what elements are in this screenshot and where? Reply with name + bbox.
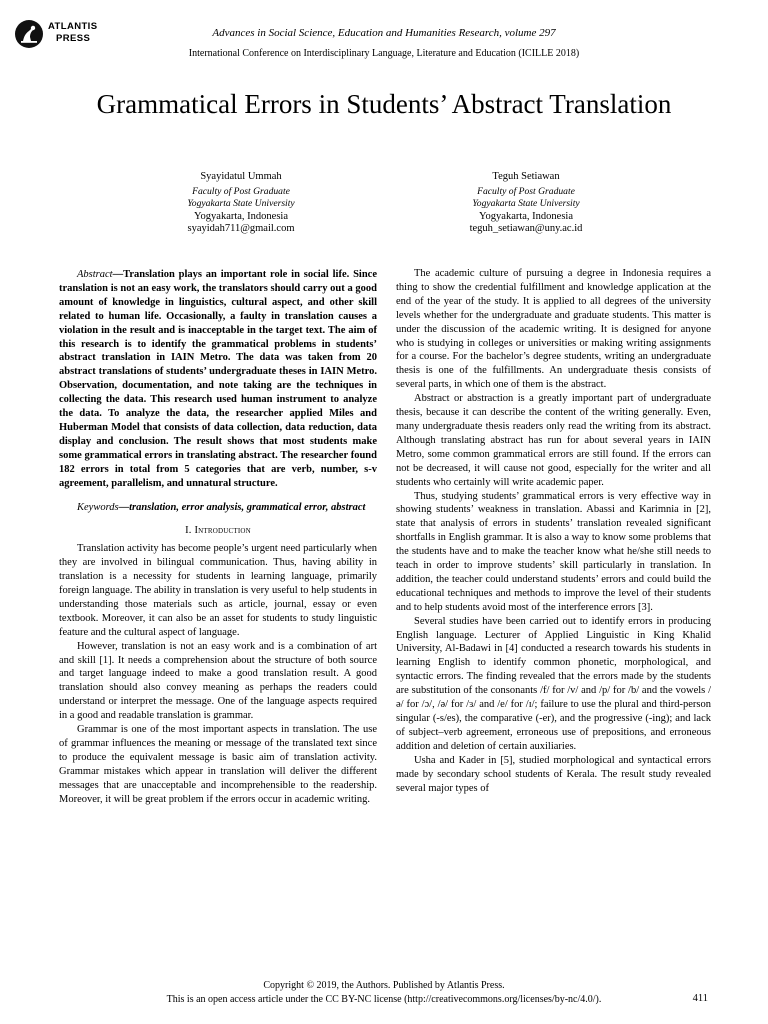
journal-line: Advances in Social Science, Education and Humanities Research, volume 297 (212, 27, 556, 39)
publisher-line-1: ATLANTIS (48, 21, 98, 32)
abstract-text: —Translation plays an important role in social life. Since translation is not an easy work, the translators should carry out a good amount of knowledge in linguistics, cultural aspect, and other skill related to human life. Occasionally, a faulty in translation causes a violation in the result and is inacceptable in the target text. The aim of this research is to identify the grammatical problems in students’ abstract translation in IAIN Metro. The data was taken from 20 abstract translations of students’ undergraduate theses in IAIN Metro. Observation, documentation, and note taking are the techniques in collecting the data. This research used human instrument to analyze the data. To analyze the data, the researcher applied Miles and Huberman Model that consists of data collection, data reduction, data display and conclusion. The result shows that most students make some grammatical errors in translating abstract. The researcher found 182 errors in total from 5 categories that are verb, number, s-v agreement, parallelism, and unnatural structure. (59, 269, 377, 489)
keywords-text: —translation, error analysis, grammatical error, abstract (118, 501, 366, 513)
paper-title: Grammatical Errors in Students’ Abstract Translation (96, 89, 672, 119)
left-column (59, 268, 377, 807)
abstract (59, 268, 377, 491)
author-city: Yogyakarta, Indonesia (479, 210, 573, 222)
page-number: 411 (692, 993, 708, 1004)
license-notice: This is an open access article under the CC BY-NC license (http://creativecommons.org/licenses/by-nc/4.0/). (166, 994, 602, 1005)
author-faculty: Faculty of Post Graduate (477, 185, 575, 197)
author-email: teguh_setiawan@uny.ac.id (469, 223, 583, 235)
body-paragraph: Grammar is one of the most important aspects in translation. The use of grammar influences the meaning or message of the translated text since to produce the equivalent message is basic aim of translation activity. Grammar mistakes which appear in translation will deliver the different messages that are unacceptable and incomprehensible to the readership. Moreover, it will be great problem if the errors occur in academic writing. (59, 724, 377, 805)
author-name: Teguh Setiawan (492, 171, 560, 182)
author-university: Yogyakarta State University (187, 198, 295, 210)
author-city: Yogyakarta, Indonesia (194, 210, 288, 222)
section-heading (59, 524, 377, 538)
abstract-lead: Abstract (77, 269, 113, 280)
conference-line: International Conference on Interdisciplinary Language, Literature and Education (ICILLE 2018) (188, 48, 580, 59)
publisher-line-2: PRESS (56, 33, 91, 44)
copyright-notice: Copyright © 2019, the Authors. Published by Atlantis Press. (263, 980, 505, 991)
body-paragraph: Thus, studying students’ grammatical errors is very effective way in showing students’ weakness in translation. Abassi and Karimnia in [2], state that analysis of errors in students’ translation revealed significant shortfalls in English grammar. It is also a way to know some problems that the students have and to make the teacher know what he/she still needs to teach in order to improve students’ skill particularly in translation. In addition, the teacher could understand students’ errors and could build the educational techniques and methods to improve the level of their students and to help students avoid most of the interference errors [3]. (396, 490, 711, 613)
section-number: I. (185, 525, 192, 537)
body-paragraph: Abstract or abstraction is a greatly important part of undergraduate thesis, because it can describe the content of the writing generally. Even, many undergraduate thesis readers only read the writing from its abstract. Although translating abstract has run for about several years in IAIN Metro, some common grammatical errors are still found. If the errors can not be decreased, it will cause not good, especially for the writer and all students who certainly will write academic paper. (396, 393, 711, 488)
body-paragraph: The academic culture of pursuing a degree in Indonesia requires a thing to show the credential fulfillment and knowledge application at the end of the year of the study. It is applied to all degrees of the university levels whether for the undergraduate and graduate students. This matter is under the discussion of the academic writing. It is designed for anyone who is studying in colleges or universities or making writing assignments for a course. For the bachelor’s degree students, writing an undergraduate thesis is one of the fulfillments. An undergraduate thesis consists of several parts, in which one of them is the abstract. (396, 268, 711, 391)
body-paragraph: However, translation is not an easy work and is a combination of art and skill [1]. It needs a comprehension about the structure of both source and target language indeed to make a good translation result. A good translation should also convey meaning as perhaps the readers could understand or interpret the message. One of the language aspects required in a good and readable translation is grammar. (59, 640, 377, 722)
body-paragraph: Translation activity has become people’s urgent need particularly when they are involved in bilingual communication. Thus, having ability in translation is a necessity for students in learning language, primarily foreign language. The ability in translation is very useful to help students in understanding those materials such as article, journal, essay or even textbook. Moreover, it can also be an asset for students to study linguistic feature and the cultural aspect of language. (59, 543, 377, 638)
keywords (59, 501, 377, 515)
section-title: Introduction (194, 525, 251, 537)
body-paragraph: Usha and Kader in [5], studied morphological and syntactical errors made by secondary school students of Kerala. The result study revealed several major types of (396, 754, 711, 794)
right-column (396, 267, 711, 795)
author-block-2 (421, 171, 631, 236)
body-paragraph: Several studies have been carried out to identify errors in producing English language. Lecturer of Applied Linguistic in King Khalid University, Al-Badawi in [4] conducted a research towards his students in learning English to identify common phonetic, morphological, and syntactic errors. The finding revealed that the errors made by the students are substitution of the consonants /f/ for /v/ and /p/ for /b/ and the vowels /ə/ for /ɔ/, /ə/ for /ɜ/ and /e/ for /ɪ/; failure to use the plural and third-person singular (-s/es), the comparative (-er), and the progressive (-ing); and lack of subject–verb agreement, erroneous use of prepositions, and erroneous addition and deletion of certain auxiliaries. (396, 615, 711, 752)
author-name: Syayidatul Ummah (200, 171, 282, 182)
author-faculty: Faculty of Post Graduate (192, 185, 290, 197)
author-block-1 (136, 171, 346, 236)
author-email: syayidah711@gmail.com (187, 223, 295, 235)
author-university: Yogyakarta State University (472, 198, 580, 210)
keywords-lead: Keywords (77, 501, 119, 513)
